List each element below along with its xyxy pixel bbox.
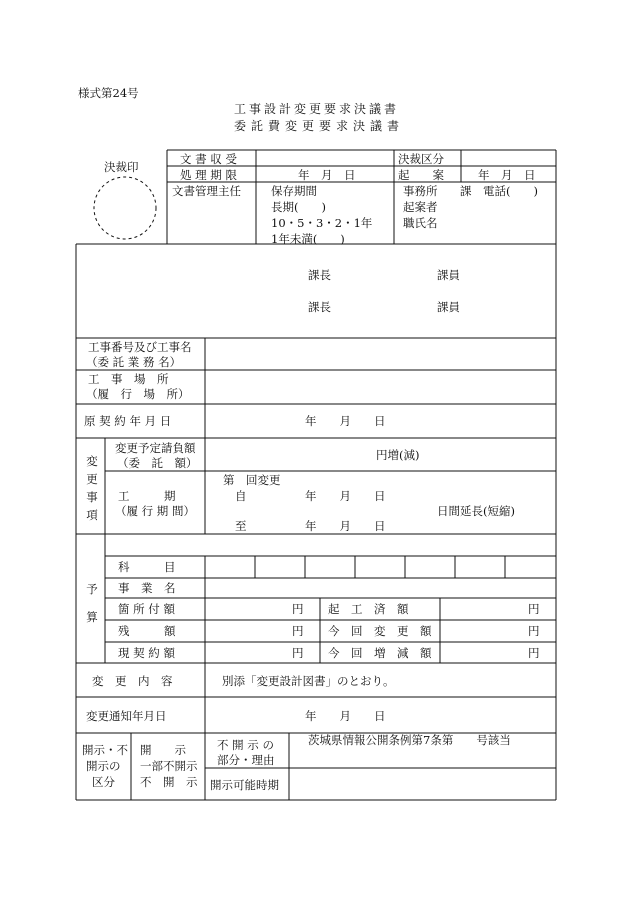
- current-increase-decrease-label: 今 回 増 減 額: [328, 646, 432, 660]
- started-amount-label: 起 工 済 額: [328, 602, 409, 616]
- from-label: 自: [235, 489, 247, 503]
- draft-date: 年 月 日: [478, 168, 536, 182]
- document-receipt-label: 文 書 収 受: [180, 152, 237, 166]
- performance-period-label: （履 行 期 間）: [115, 504, 195, 518]
- project-number-label: 工事番号及び工事名: [88, 340, 192, 354]
- retention-under-one-year: 1年未満( ): [271, 232, 345, 246]
- original-contract-date-value: 年 月 日: [305, 414, 386, 428]
- account-item-label: 科 目: [118, 560, 176, 574]
- approval-category-label: 決裁区分: [398, 152, 444, 166]
- change-contents-label: 変 更 内 容: [92, 674, 173, 688]
- project-name-label: 事 業 名: [118, 581, 176, 595]
- deadline-label: 処 理 期 限: [180, 168, 237, 182]
- yen-unit-3: 円: [292, 646, 304, 660]
- to-date: 年 月 日: [305, 519, 386, 533]
- retention-long-term: 長期( ): [271, 200, 326, 214]
- disclosure-category-label-3: 区分: [92, 775, 115, 789]
- disclosure-possible-time-label: 開示可能時期: [210, 778, 279, 792]
- change-items-label: 変更事項: [86, 454, 98, 522]
- section-phone-label: 課 電話( ): [460, 184, 538, 198]
- to-label: 至: [235, 519, 247, 533]
- disclosure-category-label-1: 開示・不: [82, 743, 128, 757]
- budget-label: 予算: [86, 582, 98, 624]
- title-consignment: 委託費変更要求決議書: [234, 119, 405, 133]
- section-chief-2: 課長: [308, 300, 331, 314]
- consignment-name-label: （委 託 業 務 名）: [86, 355, 182, 369]
- title-construction: 工事設計変更要求決議書: [234, 102, 400, 116]
- planned-amount-label: 変更予定請負額: [115, 441, 196, 455]
- change-contents-value: 別添「変更設計図書」のとおり。: [222, 674, 395, 688]
- nth-change-label: 第 回変更: [223, 473, 281, 487]
- extension-days-label: 日間延長(短縮): [437, 504, 515, 518]
- yen-unit-1: 円: [292, 602, 304, 616]
- disclosure-category-label-2: 開示の: [86, 759, 121, 773]
- undisclosed-part-label-2: 部分・理由: [217, 753, 275, 767]
- stamp-circle: [92, 175, 158, 241]
- performance-site-label: （履 行 場 所）: [86, 387, 190, 401]
- disclosure-option-open: 開 示: [140, 743, 186, 757]
- construction-site-label: 工 事 場 所: [88, 372, 169, 386]
- current-change-amount-label: 今 回 変 更 額: [328, 624, 432, 638]
- section-chief-1: 課長: [308, 268, 331, 282]
- period-label: 工 期: [118, 489, 176, 503]
- deadline-date: 年 月 日: [298, 168, 356, 182]
- retention-period-label: 保存期間: [271, 184, 317, 198]
- draft-label: 起 案: [398, 168, 444, 182]
- remaining-amount-label: 残 額: [118, 624, 176, 638]
- change-notification-date-value: 年 月 日: [305, 709, 386, 723]
- section-staff-1: 課員: [437, 268, 460, 282]
- section-staff-2: 課員: [437, 300, 460, 314]
- allocated-amount-label: 箇 所 付 額: [118, 602, 175, 616]
- yen-unit-2: 円: [292, 624, 304, 638]
- document-manager-label: 文書管理主任: [172, 184, 241, 198]
- drafter-label: 起案者: [403, 200, 438, 214]
- form-number: 様式第24号: [78, 86, 139, 100]
- current-contract-amount-label: 現 契 約 額: [118, 646, 175, 660]
- position-name-label: 職氏名: [403, 216, 438, 230]
- yen-unit-6: 円: [528, 646, 540, 660]
- yen-unit-4: 円: [528, 602, 540, 616]
- yen-unit-5: 円: [528, 624, 540, 638]
- disclosure-option-partial: 一部不開示: [140, 759, 198, 773]
- retention-years: 10・5・3・2・1年: [271, 216, 373, 230]
- disclosure-option-closed: 不 開 示: [140, 775, 198, 789]
- stamp-label: 決裁印: [104, 160, 139, 174]
- ordinance-reference: 茨城県情報公開条例第7条第 号該当: [308, 733, 511, 747]
- original-contract-date-label: 原 契 約 年 月 日: [84, 414, 172, 428]
- office-label: 事務所: [403, 184, 438, 198]
- undisclosed-part-label-1: 不 開 示 の: [217, 738, 274, 752]
- change-notification-date-label: 変更通知年月日: [86, 709, 167, 723]
- consignment-amount-label: （委 託 額）: [117, 456, 198, 470]
- amount-increase-decrease: 円増(減): [376, 448, 420, 462]
- from-date: 年 月 日: [305, 489, 386, 503]
